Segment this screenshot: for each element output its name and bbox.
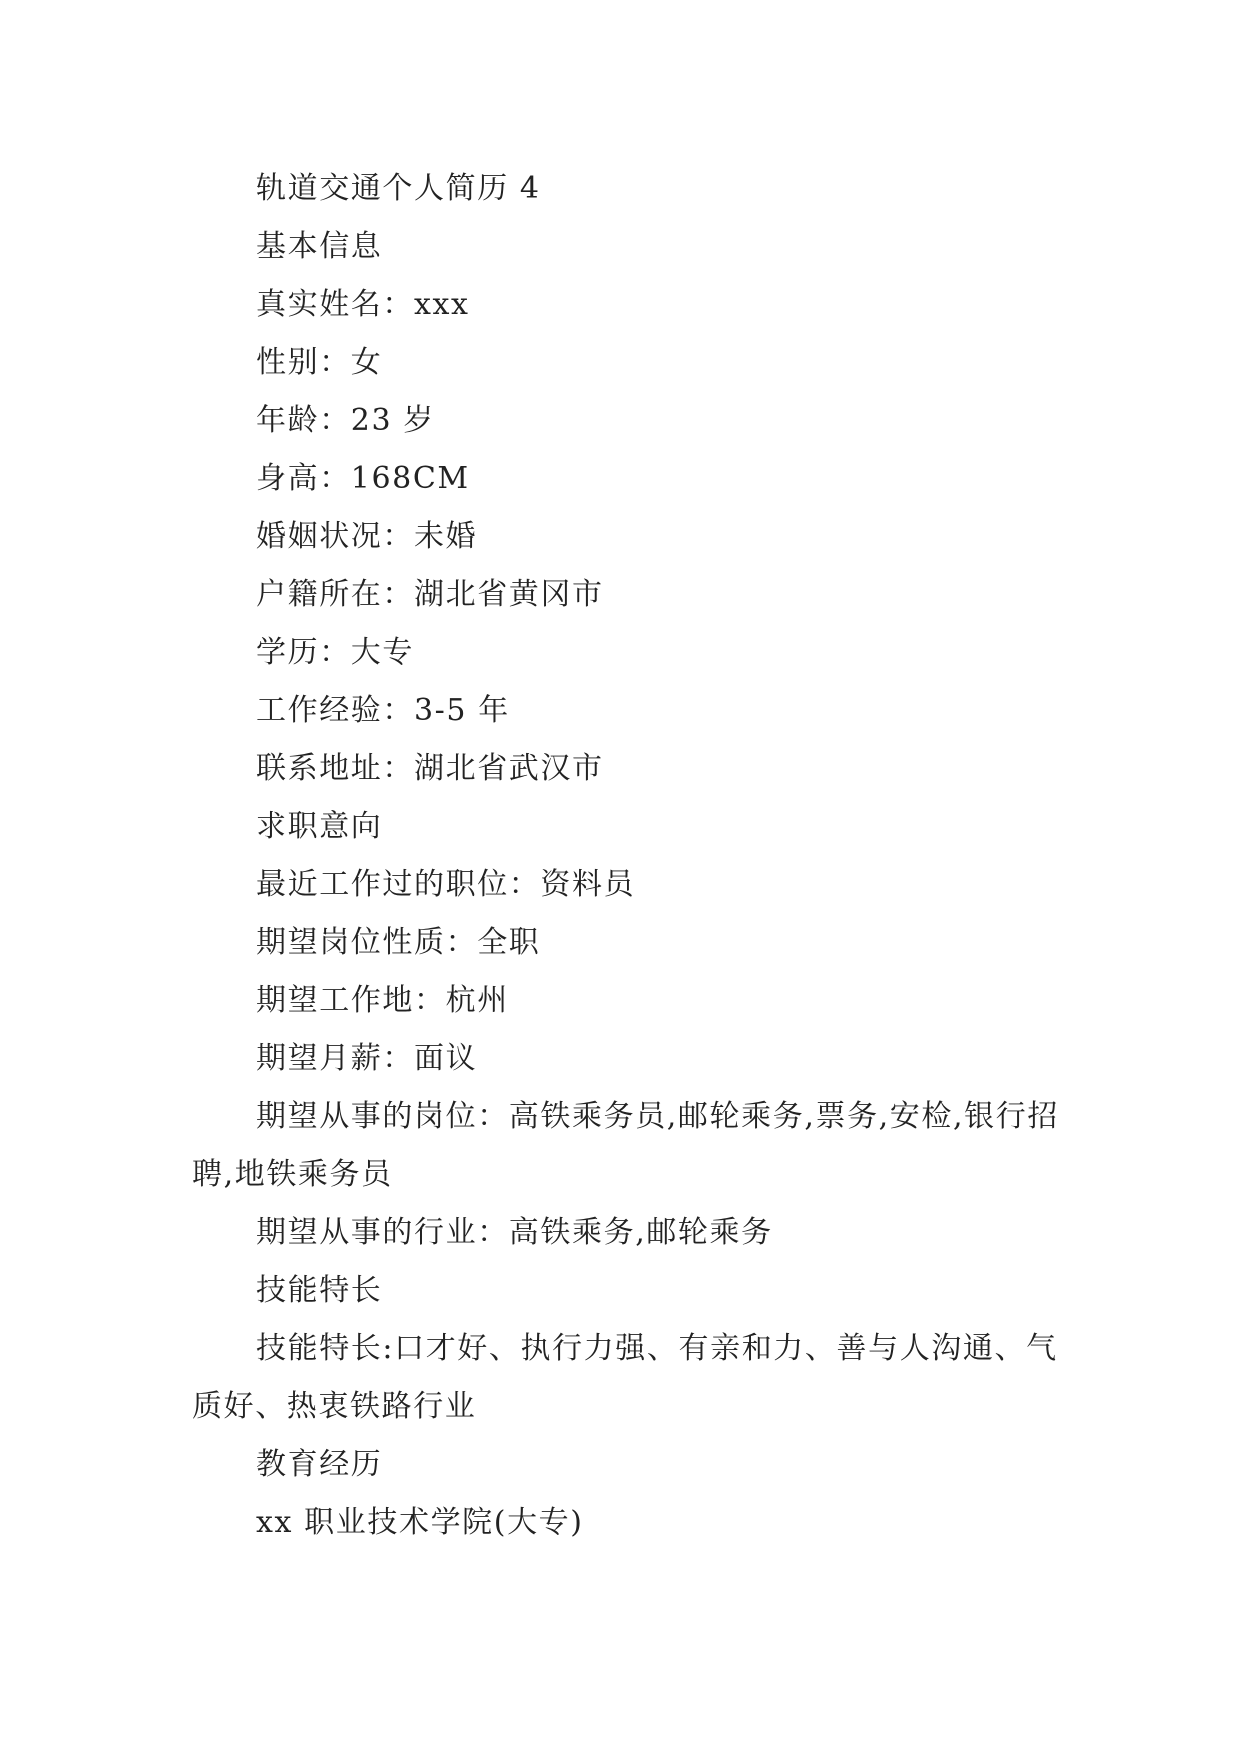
education-history-heading: 教育经历 xyxy=(256,1447,383,1482)
document-title: 轨道交通个人简历 4 xyxy=(256,171,541,206)
work-location-line: 期望工作地：杭州 xyxy=(256,983,509,1018)
salary-line: 期望月薪：面议 xyxy=(256,1041,478,1076)
desired-industries-line: 期望从事的行业：高铁乘务,邮轮乘务 xyxy=(256,1215,773,1250)
skills-paragraph: 技能特长:口才好、执行力强、有亲和力、善与人沟通、气质好、热衷铁路行业 xyxy=(192,1331,1058,1424)
name-line: 真实姓名：xxx xyxy=(256,287,470,322)
address-line: 联系地址：湖北省武汉市 xyxy=(256,751,604,786)
marital-status-line: 婚姻状况：未婚 xyxy=(256,519,478,554)
hukou-line: 户籍所在：湖北省黄冈市 xyxy=(256,577,604,612)
school-line: xx 职业技术学院(大专) xyxy=(256,1505,584,1540)
basic-info-heading: 基本信息 xyxy=(256,229,383,264)
job-nature-line: 期望岗位性质：全职 xyxy=(256,925,541,960)
age-line: 年龄：23 岁 xyxy=(256,403,435,438)
resume-content xyxy=(192,160,1060,1552)
height-line: 身高：168CM xyxy=(256,461,470,496)
job-intention-heading: 求职意向 xyxy=(256,809,383,844)
education-line: 学历：大专 xyxy=(256,635,414,670)
skills-heading: 技能特长 xyxy=(256,1273,383,1308)
desired-positions-paragraph: 期望从事的岗位：高铁乘务员,邮轮乘务,票务,安检,银行招聘,地铁乘务员 xyxy=(192,1099,1059,1192)
gender-line: 性别：女 xyxy=(256,345,383,380)
recent-position-line: 最近工作过的职位：资料员 xyxy=(256,867,636,902)
experience-line: 工作经验：3-5 年 xyxy=(256,693,510,728)
